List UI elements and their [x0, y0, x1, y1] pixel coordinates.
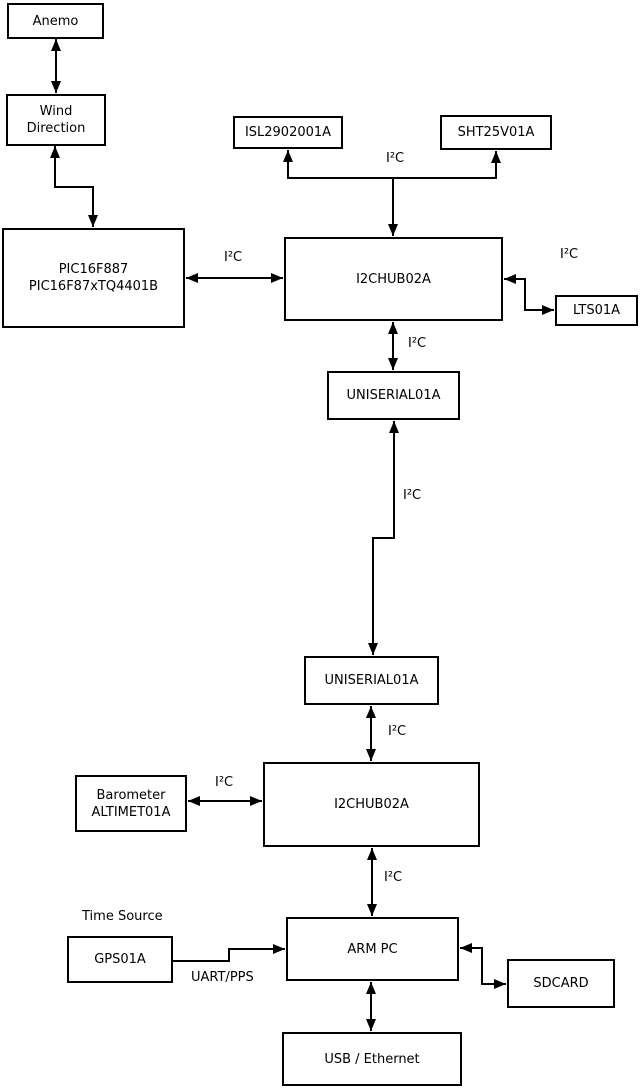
node-barometer-label-line1: Barometer	[96, 787, 166, 803]
node-lts01a-label: LTS01A	[572, 303, 621, 318]
edge-gps-armpc	[173, 949, 285, 961]
edge-label-i2c-hub2-armpc: I²C	[384, 870, 403, 885]
node-wind-direction-label-line2: Direction	[26, 121, 86, 136]
node-gps01a-label: GPS01A	[94, 952, 146, 967]
node-i2chub02a-upper-label: I2CHUB02A	[356, 271, 431, 287]
label-time-source: Time Source	[82, 909, 163, 924]
node-anemo-label: Anemo	[32, 13, 79, 29]
edge-armpc-sdcard	[460, 948, 506, 984]
edge-label-i2c-uniserial2-hub2: I²C	[388, 724, 407, 739]
node-isl2902001a	[233, 116, 343, 149]
node-sht25v01a-label: SHT25V01A	[457, 125, 535, 140]
node-lts01a	[555, 295, 638, 326]
edge-label-i2c-hub1-uniserial1: I²C	[408, 336, 427, 351]
node-anemo	[7, 3, 104, 39]
edge-label-i2c-pic-hub1: I²C	[224, 250, 243, 265]
node-sdcard-label: SDCARD	[533, 976, 589, 991]
edge-label-i2c-hub1-sensors: I²C	[386, 151, 405, 166]
edge-wind-pic	[55, 146, 93, 227]
node-sdcard	[507, 959, 615, 1008]
edge-label-i2c-hub1-lts: I²C	[560, 247, 579, 262]
edge-hub1-lts	[504, 279, 554, 310]
node-usb-ethernet-label: USB / Ethernet	[324, 1051, 420, 1067]
node-usb-ethernet	[282, 1032, 462, 1086]
edge-label-i2c-uniserial1-uniserial2: I²C	[403, 488, 422, 503]
node-gps01a	[67, 936, 173, 983]
edge-label-i2c-barometer-hub2: I²C	[215, 775, 234, 790]
node-pic16f887-label-line2: PIC16F87xTQ4401B	[28, 279, 159, 294]
node-isl2902001a-label: ISL2902001A	[244, 125, 332, 140]
node-uniserial01a-lower	[304, 656, 439, 705]
edge-uniserial1-uniserial2	[373, 421, 394, 655]
edge-label-uart-pps: UART/PPS	[191, 970, 254, 985]
node-arm-pc	[286, 917, 459, 981]
node-sht25v01a	[440, 115, 552, 150]
node-i2chub02a-lower-label: I2CHUB02A	[334, 797, 409, 812]
node-barometer-label-line2: ALTIMET01A	[91, 804, 171, 820]
node-wind-direction-label-line1: Wind	[39, 104, 73, 119]
node-wind-direction	[6, 94, 106, 146]
node-uniserial01a-upper-label: UNISERIAL01A	[346, 388, 441, 403]
node-pic16f887	[2, 228, 185, 328]
node-barometer-altimet01a	[75, 775, 187, 832]
node-pic16f887-label-line1: PIC16F887	[58, 262, 129, 277]
node-uniserial01a-upper	[327, 371, 460, 420]
node-i2chub02a-lower	[263, 762, 480, 847]
node-arm-pc-label: ARM PC	[347, 941, 398, 957]
node-uniserial01a-lower-label: UNISERIAL01A	[324, 673, 419, 688]
node-i2chub02a-upper	[284, 237, 503, 321]
